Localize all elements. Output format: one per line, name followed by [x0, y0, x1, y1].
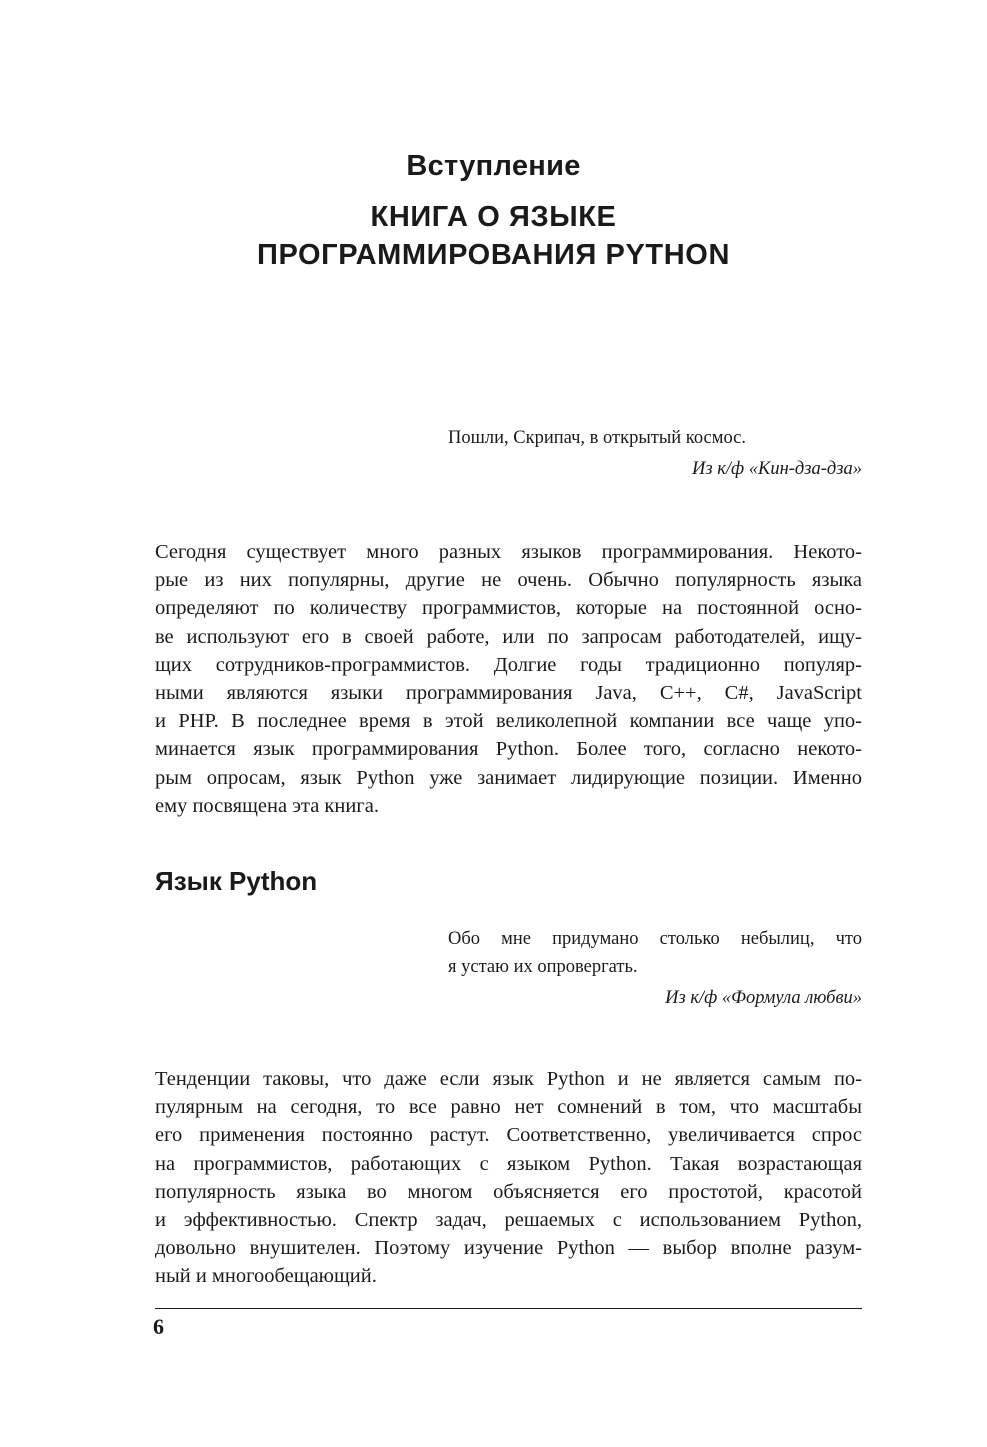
paragraph-line: определяют по количеству программистов, которые на постоянной осно-: [155, 597, 862, 620]
paragraph-line: Сегодня существует много разных языков программирования. Некото-: [155, 541, 862, 563]
epigraph-source: Из к/ф «Кин-дза-дза»: [692, 459, 862, 479]
page-number: 6: [153, 1314, 164, 1339]
paragraph-line: его применения постоянно растут. Соответственно, увеличивается спрос: [155, 1124, 862, 1147]
paragraph-line: пулярным на сегодня, то все равно нет сомнений в том, что масштабы: [155, 1096, 862, 1119]
paragraph-line: популярность языка во многом объясняется его простотой, красотой: [155, 1180, 862, 1203]
paragraph-line: рым опросам, язык Python уже занимает лидирующие позиции. Именно: [155, 766, 862, 789]
section-heading: Язык Python: [155, 866, 318, 896]
epigraph: [448, 925, 862, 1012]
chapter-title-line: КНИГА О ЯЗЫКЕ: [370, 201, 617, 233]
paragraph-line: довольно внушителен. Поэтому изучение Python — выбор вполне разум-: [155, 1237, 862, 1260]
epigraph-quote-line: я устаю их опровергать.: [448, 957, 638, 977]
paragraph-line: Тенденции таковы, что даже если язык Python и не является самым по-: [155, 1068, 862, 1090]
paragraph-line: и PHP. В последнее время в этой великолепной компании все чаще упо-: [155, 710, 862, 733]
paragraph-line: и эффективностью. Спектр задач, решаемых с использованием Python,: [155, 1209, 862, 1232]
paragraph-line: щих сотрудников-программистов. Долгие годы традиционно популяр-: [155, 653, 862, 676]
epigraph-source: Из к/ф «Формула любви»: [665, 988, 862, 1008]
epigraph-quote: Пошли, Скрипач, в открытый космос.: [448, 428, 747, 448]
paragraph-line: ными являются языки программирования Java, C++, C#, JavaScript: [155, 682, 862, 705]
body-paragraph: [155, 538, 862, 820]
paragraph-line: ве используют его в своей работе, или по запросам работодателей, ищу-: [155, 625, 862, 648]
epigraph: [448, 424, 862, 483]
footer-divider: [155, 1308, 862, 1309]
paragraph-line: ему посвящена эта книга.: [155, 794, 379, 817]
paragraph-line: рые из них популярны, другие не очень. Обычно популярность языка: [155, 569, 862, 592]
paragraph-line: ный и многообещающий.: [155, 1265, 377, 1288]
epigraph-quote: [448, 925, 862, 981]
body-paragraph: [155, 1065, 862, 1291]
chapter-title: [0, 198, 987, 274]
chapter-title-line: ПРОГРАММИРОВАНИЯ PYTHON: [257, 239, 730, 271]
epigraph-quote-line: Обо мне придумано столько небылиц, что: [448, 929, 862, 949]
paragraph-line: на программистов, работающих с языком Python. Такая возрастающая: [155, 1152, 862, 1175]
chapter-label: Вступление: [406, 150, 581, 182]
paragraph-line: минается язык программирования Python. Более того, согласно некото-: [155, 738, 862, 761]
